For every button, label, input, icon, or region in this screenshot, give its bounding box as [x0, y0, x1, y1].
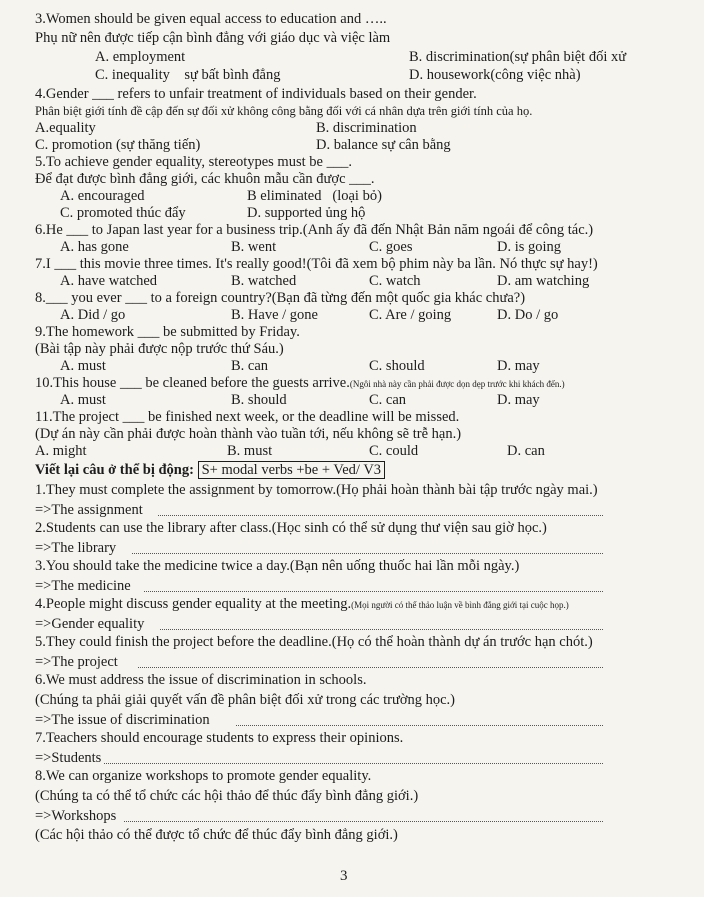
q9-option-a: A. must — [60, 358, 106, 374]
rewrite-2-prompt: =>The library — [35, 540, 117, 556]
rewrite-6-sentence: 6.We must address the issue of discrimination in schools. — [35, 672, 367, 688]
rewrite-8-answer-line[interactable] — [124, 821, 603, 822]
q8-option-c: C. Are / going — [369, 307, 452, 323]
q11-option-c: C. could — [369, 443, 419, 459]
q4-stem: 4.Gender ___ refers to unfair treatment of individuals based on their gender. — [35, 86, 477, 102]
rewrite-7-sentence: 7.Teachers should encourage students to express their opinions. — [35, 730, 404, 746]
q8-option-a: A. Did / go — [60, 307, 126, 323]
rewrite-heading — [35, 462, 385, 479]
rewrite-2-answer-line[interactable] — [132, 553, 603, 554]
rewrite-1-answer-line[interactable] — [158, 515, 603, 516]
q8-option-d: D. Do / go — [497, 307, 559, 323]
rewrite-5-prompt: =>The project — [35, 654, 118, 670]
q4-option-c: C. promotion (sự thăng tiến) — [35, 137, 201, 153]
rewrite-4-answer-line[interactable] — [160, 629, 603, 630]
rewrite-8-translation: (Chúng ta có thể tổ chức các hội thảo để thúc đẩy bình đẳng giới.) — [35, 788, 419, 804]
q3-translation: Phụ nữ nên được tiếp cận bình đẳng với giáo dục và việc làm — [35, 30, 391, 46]
q6-option-a: A. has gone — [60, 239, 129, 255]
rewrite-8-answer-translation: (Các hội thảo có thể được tổ chức để thúc đẩy bình đẳng giới.) — [35, 827, 398, 843]
q9-option-b: B. can — [231, 358, 269, 374]
q4-option-b: B. discrimination — [316, 120, 417, 136]
q10-option-c: C. can — [369, 392, 407, 408]
rewrite-6-answer-line[interactable] — [236, 725, 603, 726]
q3-option-b: B. discrimination(sự phân biệt đối xử — [409, 49, 627, 65]
q9-stem: 9.The homework ___ be submitted by Friday. — [35, 324, 300, 340]
q7-option-a: A. have watched — [60, 273, 158, 289]
q3-option-c: C. inequality sự bất bình đẳng — [95, 67, 281, 83]
rewrite-5-answer-line[interactable] — [138, 667, 603, 668]
q4-option-d: D. balance sự cân bằng — [316, 137, 451, 153]
q3-option-a: A. employment — [95, 49, 186, 65]
q4-option-a: A.equality — [35, 120, 96, 136]
rewrite-8-prompt: =>Workshops — [35, 808, 117, 824]
rewrite-2-sentence: 2.Students can use the library after class.(Học sinh có thể sử dụng thư viện sau giờ học.) — [35, 520, 547, 536]
rewrite-3-prompt: =>The medicine — [35, 578, 131, 594]
rewrite-7-prompt: =>Students — [35, 750, 102, 766]
q5-option-b: B eliminated (loại bỏ) — [247, 188, 382, 204]
q5-option-d: D. supported ủng hộ — [247, 205, 366, 221]
page-number: 3 — [340, 868, 348, 884]
q5-stem: 5.To achieve gender equality, stereotypes must be ___. — [35, 154, 352, 170]
q11-option-b: B. must — [227, 443, 273, 459]
rewrite-3-sentence: 3.You should take the medicine twice a day.(Bạn nên uống thuốc hai lần mỗi ngày.) — [35, 558, 520, 574]
q11-stem: 11.The project ___ be finished next week, or the deadline will be missed. — [35, 409, 460, 425]
q3-stem: 3.Women should be given equal access to education and ….. — [35, 11, 387, 27]
passive-formula-box: S+ modal verbs +be + Ved/ V3 — [198, 461, 385, 479]
q10-option-a: A. must — [60, 392, 106, 408]
q10-translation: (Ngôi nhà này cần phải được dọn dẹp trước khi khách đến.) — [349, 379, 565, 389]
q10-stem — [35, 375, 565, 393]
q6-option-b: B. went — [231, 239, 277, 255]
q10-option-b: B. should — [231, 392, 287, 408]
q7-option-b: B. watched — [231, 273, 297, 289]
q9-option-d: D. may — [497, 358, 540, 374]
rewrite-6-prompt: =>The issue of discrimination — [35, 712, 210, 728]
rewrite-1-sentence: 1.They must complete the assignment by tomorrow.(Họ phải hoàn thành bài tập trước ngày mai.) — [35, 482, 598, 498]
q11-option-d: D. can — [507, 443, 545, 459]
q7-option-d: D. am watching — [497, 273, 590, 289]
rewrite-heading-text: Viết lại câu ở thể bị động: — [35, 462, 198, 478]
q11-translation: (Dự án này cần phải được hoàn thành vào tuần tới, nếu không sẽ trễ hạn.) — [35, 426, 462, 442]
rewrite-3-answer-line[interactable] — [144, 591, 603, 592]
q10-stem-text: 10.This house ___ be cleaned before the guests arrive. — [35, 375, 350, 391]
q9-option-c: C. should — [369, 358, 425, 374]
q8-option-b: B. Have / gone — [231, 307, 318, 323]
q5-option-c: C. promoted thúc đẩy — [60, 205, 186, 221]
q6-option-c: C. goes — [369, 239, 413, 255]
rewrite-4-sentence — [35, 596, 569, 614]
rewrite-4-prompt: =>Gender equality — [35, 616, 145, 632]
q10-option-d: D. may — [497, 392, 540, 408]
q5-translation: Để đạt được bình đẳng giới, các khuôn mẫu cần được ___. — [35, 171, 375, 187]
rewrite-1-prompt: =>The assignment — [35, 502, 143, 518]
q7-stem: 7.I ___ this movie three times. It's really good!(Tôi đã xem bộ phim này ba lần. Nó thực sự hay!) — [35, 256, 598, 272]
q8-stem: 8.___ you ever ___ to a foreign country?(Bạn đã từng đến một quốc gia khác chưa?) — [35, 290, 526, 306]
rewrite-5-sentence: 5.They could finish the project before the deadline.(Họ có thể hoàn thành dự án trước hạn chót.) — [35, 634, 593, 650]
q9-translation: (Bài tập này phải được nộp trước thứ Sáu.) — [35, 341, 284, 357]
q11-option-a: A. might — [35, 443, 87, 459]
q7-option-c: C. watch — [369, 273, 421, 289]
q6-option-d: D. is going — [497, 239, 562, 255]
rewrite-8-sentence: 8.We can organize workshops to promote gender equality. — [35, 768, 372, 784]
q6-stem: 6.He ___ to Japan last year for a business trip.(Anh ấy đã đến Nhật Bản năm ngoái để công tác.) — [35, 222, 594, 238]
rewrite-4-translation: (Mọi người có thể thảo luận về bình đẳng giới tại cuộc họp.) — [351, 600, 569, 610]
q4-translation: Phân biệt giới tính đề cập đến sự đối xử không công bằng đối với cá nhân dựa trên giới tính của họ. — [35, 104, 533, 118]
rewrite-4-sentence-text: 4.People might discuss gender equality at the meeting. — [35, 596, 352, 612]
rewrite-7-answer-line[interactable] — [104, 763, 603, 764]
q5-option-a: A. encouraged — [60, 188, 145, 204]
q3-option-d: D. housework(công việc nhà) — [409, 67, 581, 83]
rewrite-6-translation: (Chúng ta phải giải quyết vấn đề phân biệt đối xử trong các trường học.) — [35, 692, 456, 708]
